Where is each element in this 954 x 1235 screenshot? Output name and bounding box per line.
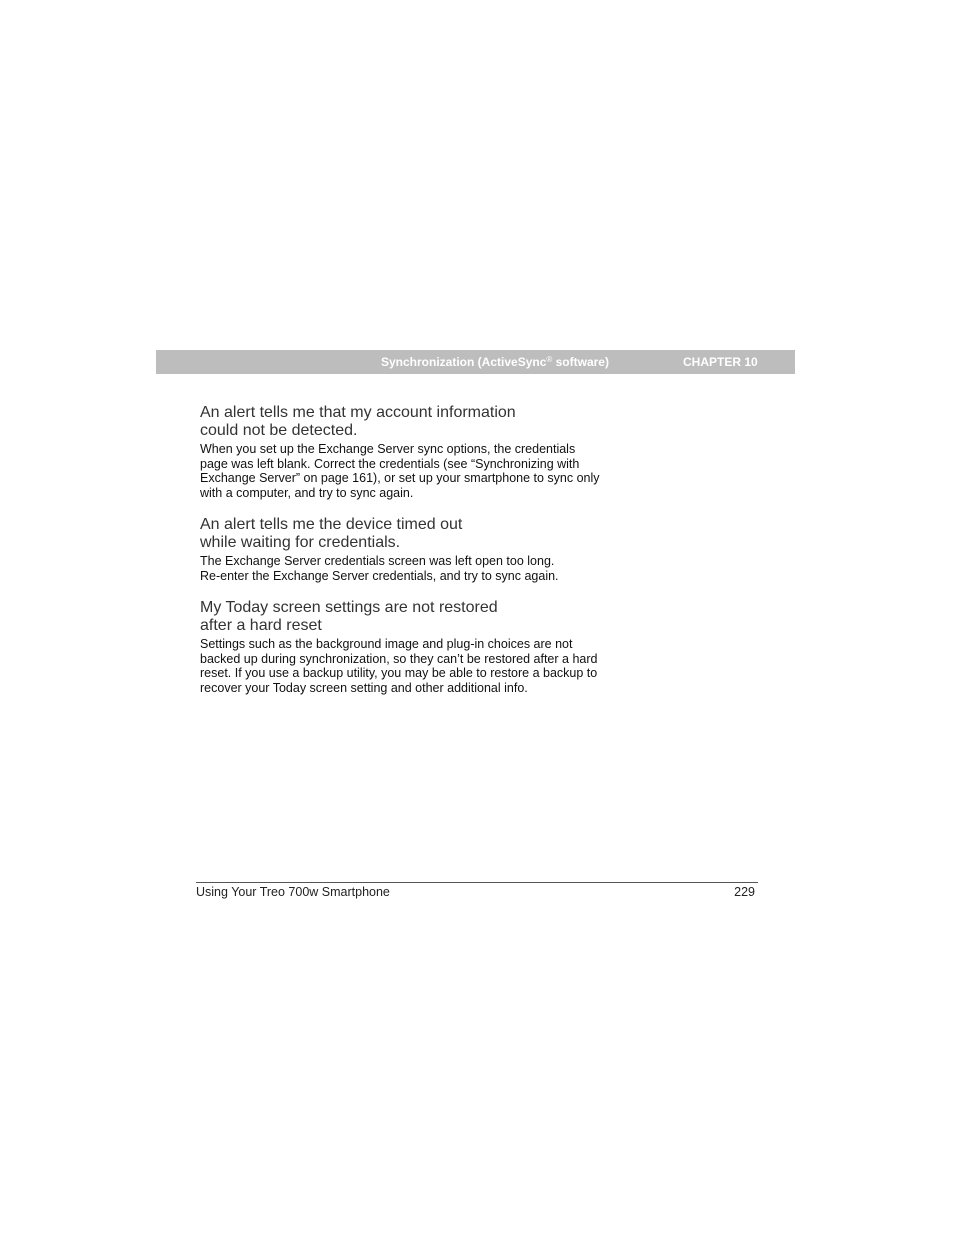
topic-timed-out <box>200 516 630 583</box>
chapter-header-bar <box>156 350 795 374</box>
topic-heading: An alert tells me the device timed out while waiting for credentials. <box>200 516 463 551</box>
topic-body: When you set up the Exchange Server sync options, the credentials page was left blank. Correct the credentials (see “Synchronizing with Exchange Server” on page 161), or set up your smartphone to sync only with a computer, and try to sync again. <box>200 442 600 501</box>
footer-book-title: Using Your Treo 700w Smartphone <box>196 885 390 899</box>
registered-mark: ® <box>546 355 553 364</box>
topic-heading: My Today screen settings are not restored after a hard reset <box>200 599 498 634</box>
chapter-label: CHAPTER 10 <box>683 355 758 369</box>
page-number: 229 <box>734 885 755 899</box>
topic-body: Settings such as the background image and plug-in choices are not backed up during synchronization, so they can’t be restored after a hard reset. If you use a backup utility, you may be able to restore a backup to recover your Today screen setting and other additional info. <box>200 637 598 696</box>
section-title: Synchronization (ActiveSync® software) <box>381 355 609 369</box>
topic-account-info <box>200 404 630 501</box>
topic-body: The Exchange Server credentials screen was left open too long. Re-enter the Exchange Server credentials, and try to sync again. <box>200 554 559 583</box>
topic-today-screen <box>200 599 630 696</box>
topic-heading: An alert tells me that my account information could not be detected. <box>200 404 516 439</box>
footer-divider <box>196 882 758 883</box>
